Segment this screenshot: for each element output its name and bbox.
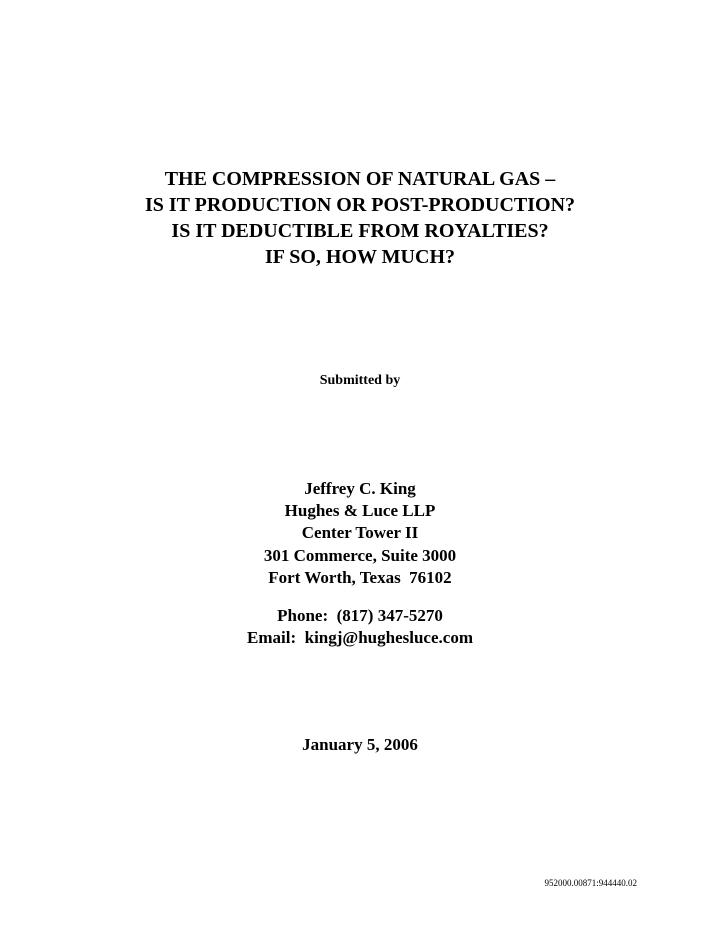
title-line-1: THE COMPRESSION OF NATURAL GAS – bbox=[164, 168, 556, 190]
title-line-3: IS IT DEDUCTIBLE FROM ROYALTIES? bbox=[171, 220, 549, 242]
document-number: 952000.00871:944440.02 bbox=[544, 878, 637, 888]
author-building: Center Tower II bbox=[301, 523, 419, 543]
title-line-2: IS IT PRODUCTION OR POST-PRODUCTION? bbox=[144, 194, 576, 216]
author-street: 301 Commerce, Suite 3000 bbox=[263, 545, 457, 565]
author-city: Fort Worth, Texas 76102 bbox=[268, 567, 452, 587]
title-line-4: IF SO, HOW MUCH? bbox=[264, 246, 455, 268]
contact-phone: Phone: (817) 347-5270 bbox=[277, 606, 443, 625]
author-firm: Hughes & Luce LLP bbox=[284, 501, 436, 521]
document-date: January 5, 2006 bbox=[302, 735, 418, 754]
contact-email: Email: kingj@hughesluce.com bbox=[247, 628, 473, 647]
author-block bbox=[0, 478, 720, 589]
author-name: Jeffrey C. King bbox=[304, 479, 416, 498]
contact-block bbox=[0, 605, 720, 649]
submitted-by-label: Submitted by bbox=[319, 373, 401, 388]
document-title bbox=[0, 166, 720, 270]
